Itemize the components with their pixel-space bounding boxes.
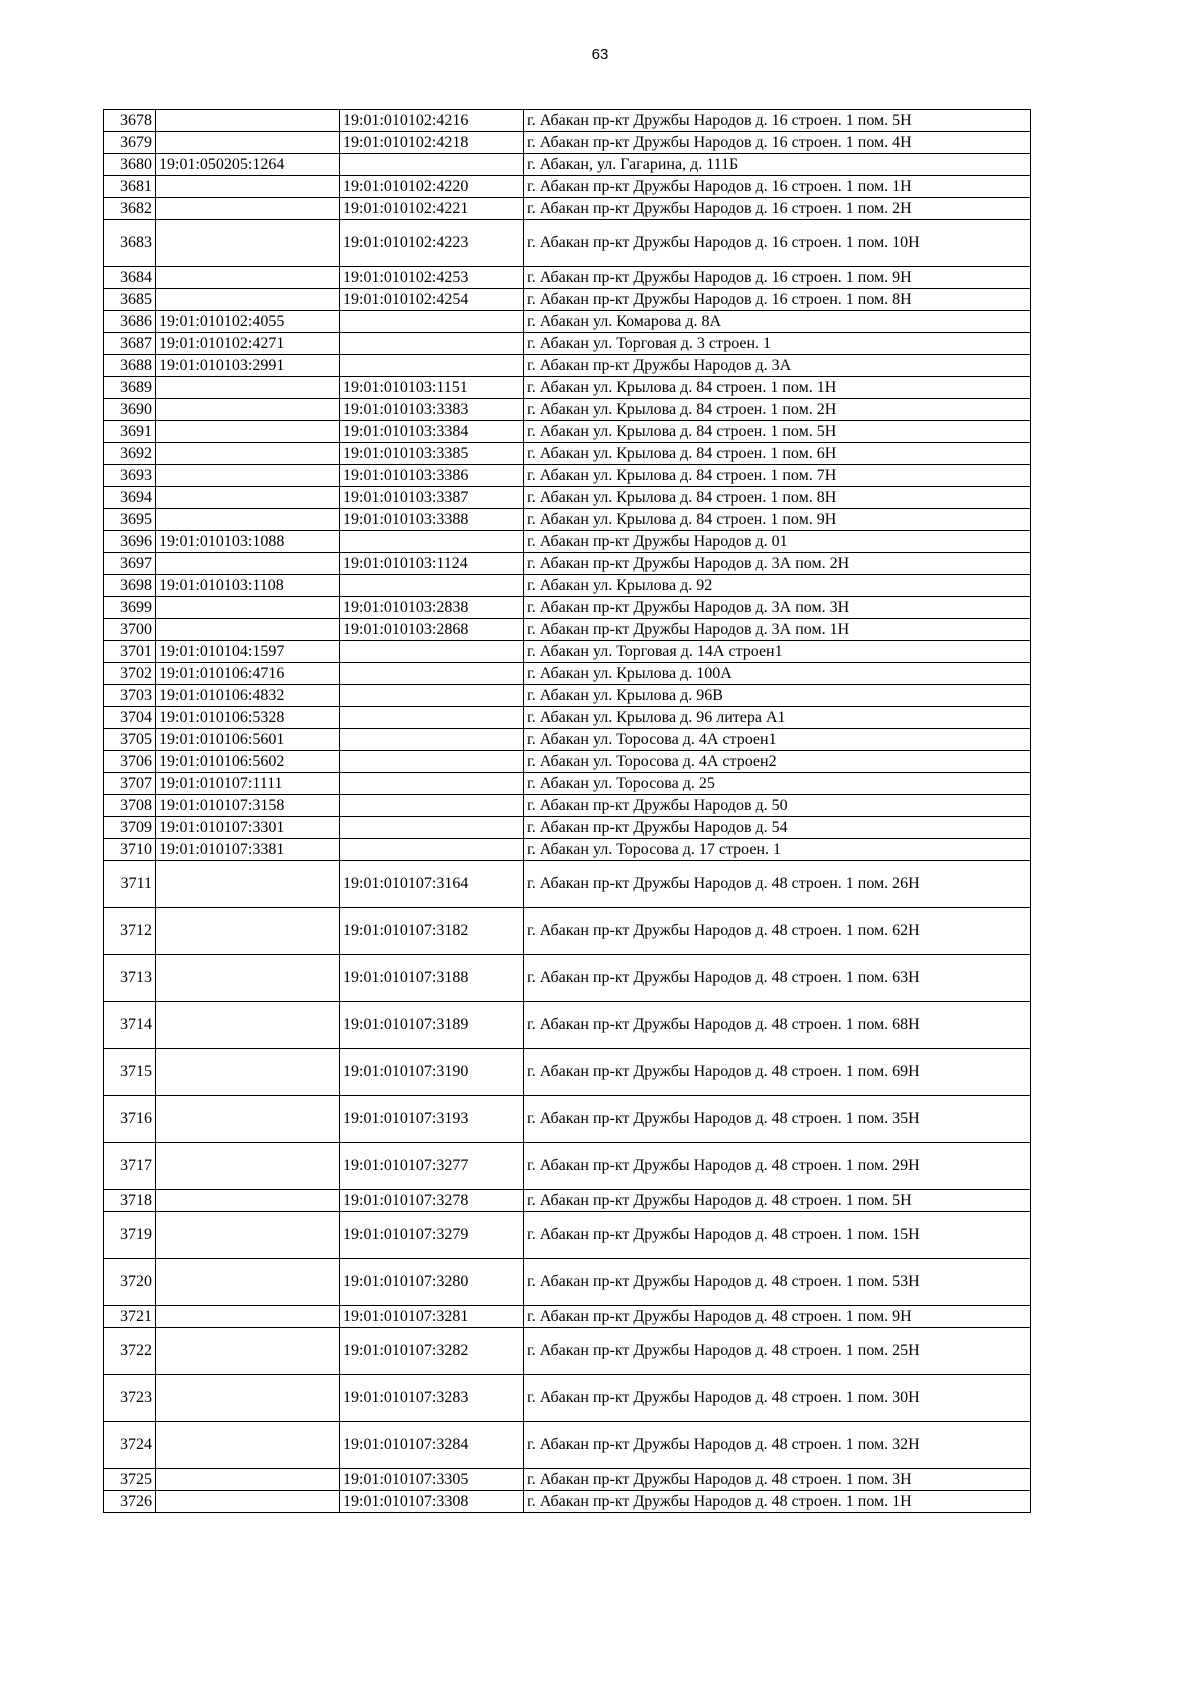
row-number-cell: 3717 xyxy=(104,1143,156,1190)
premises-cadastral-number-cell: 19:01:010102:4218 xyxy=(340,132,524,154)
table-row xyxy=(104,267,1031,289)
cadastral-number-cell xyxy=(156,377,340,399)
row-number-cell: 3691 xyxy=(104,421,156,443)
table-row xyxy=(104,773,1031,795)
cadastral-number-cell: 19:01:010107:3301 xyxy=(156,817,340,839)
address-cell: г. Абакан, ул. Гагарина, д. 111Б xyxy=(524,154,1031,176)
cadastral-number-cell: 19:01:010104:1597 xyxy=(156,641,340,663)
premises-cadastral-number-cell xyxy=(340,817,524,839)
cadastral-number-cell: 19:01:010103:2991 xyxy=(156,355,340,377)
premises-cadastral-number-cell xyxy=(340,154,524,176)
row-number-cell: 3721 xyxy=(104,1306,156,1328)
premises-cadastral-number-cell: 19:01:010103:3386 xyxy=(340,465,524,487)
premises-cadastral-number-cell: 19:01:010102:4253 xyxy=(340,267,524,289)
premises-cadastral-number-cell: 19:01:010103:3383 xyxy=(340,399,524,421)
cadastral-number-cell: 19:01:010106:5601 xyxy=(156,729,340,751)
premises-cadastral-number-cell xyxy=(340,663,524,685)
row-number-cell: 3685 xyxy=(104,289,156,311)
address-cell: г. Абакан пр-кт Дружбы Народов д. 48 строен. 1 пом. 30Н xyxy=(524,1375,1031,1422)
address-cell: г. Абакан пр-кт Дружбы Народов д. 3А пом. 1Н xyxy=(524,619,1031,641)
cadastral-number-cell: 19:01:050205:1264 xyxy=(156,154,340,176)
row-number-cell: 3724 xyxy=(104,1422,156,1469)
address-cell: г. Абакан пр-кт Дружбы Народов д. 48 строен. 1 пом. 29Н xyxy=(524,1143,1031,1190)
address-cell: г. Абакан ул. Крылова д. 84 строен. 1 пом. 6Н xyxy=(524,443,1031,465)
property-registry-table xyxy=(103,109,1031,1513)
row-number-cell: 3688 xyxy=(104,355,156,377)
address-cell: г. Абакан ул. Торосова д. 17 строен. 1 xyxy=(524,839,1031,861)
row-number-cell: 3723 xyxy=(104,1375,156,1422)
cadastral-number-cell xyxy=(156,1328,340,1375)
address-cell: г. Абакан пр-кт Дружбы Народов д. 16 строен. 1 пом. 2Н xyxy=(524,198,1031,220)
premises-cadastral-number-cell: 19:01:010102:4223 xyxy=(340,220,524,267)
table-row xyxy=(104,1002,1031,1049)
cadastral-number-cell xyxy=(156,1002,340,1049)
premises-cadastral-number-cell: 19:01:010103:1151 xyxy=(340,377,524,399)
address-cell: г. Абакан ул. Крылова д. 96 литера А1 xyxy=(524,707,1031,729)
table-row xyxy=(104,685,1031,707)
table-row xyxy=(104,663,1031,685)
address-cell: г. Абакан ул. Крылова д. 92 xyxy=(524,575,1031,597)
table-row xyxy=(104,729,1031,751)
address-cell: г. Абакан ул. Крылова д. 84 строен. 1 пом. 7Н xyxy=(524,465,1031,487)
address-cell: г. Абакан ул. Крылова д. 84 строен. 1 пом. 1Н xyxy=(524,377,1031,399)
row-number-cell: 3692 xyxy=(104,443,156,465)
table-row xyxy=(104,487,1031,509)
table-row xyxy=(104,1375,1031,1422)
row-number-cell: 3715 xyxy=(104,1049,156,1096)
cadastral-number-cell xyxy=(156,1306,340,1328)
row-number-cell: 3695 xyxy=(104,509,156,531)
address-cell: г. Абакан ул. Крылова д. 84 строен. 1 пом. 9Н xyxy=(524,509,1031,531)
cadastral-number-cell xyxy=(156,220,340,267)
row-number-cell: 3698 xyxy=(104,575,156,597)
cadastral-number-cell xyxy=(156,443,340,465)
table-row xyxy=(104,355,1031,377)
address-cell: г. Абакан ул. Торосова д. 4А строен1 xyxy=(524,729,1031,751)
premises-cadastral-number-cell: 19:01:010107:3305 xyxy=(340,1469,524,1491)
address-cell: г. Абакан ул. Крылова д. 84 строен. 1 пом. 8Н xyxy=(524,487,1031,509)
row-number-cell: 3714 xyxy=(104,1002,156,1049)
address-cell: г. Абакан ул. Крылова д. 96В xyxy=(524,685,1031,707)
premises-cadastral-number-cell xyxy=(340,751,524,773)
address-cell: г. Абакан пр-кт Дружбы Народов д. 16 строен. 1 пом. 1Н xyxy=(524,176,1031,198)
row-number-cell: 3680 xyxy=(104,154,156,176)
table-row xyxy=(104,421,1031,443)
row-number-cell: 3679 xyxy=(104,132,156,154)
address-cell: г. Абакан пр-кт Дружбы Народов д. 48 строен. 1 пом. 69Н xyxy=(524,1049,1031,1096)
row-number-cell: 3687 xyxy=(104,333,156,355)
row-number-cell: 3696 xyxy=(104,531,156,553)
cadastral-number-cell xyxy=(156,1422,340,1469)
row-number-cell: 3720 xyxy=(104,1259,156,1306)
row-number-cell: 3718 xyxy=(104,1190,156,1212)
row-number-cell: 3682 xyxy=(104,198,156,220)
premises-cadastral-number-cell: 19:01:010102:4216 xyxy=(340,110,524,132)
table-row xyxy=(104,817,1031,839)
cadastral-number-cell xyxy=(156,465,340,487)
row-number-cell: 3708 xyxy=(104,795,156,817)
premises-cadastral-number-cell: 19:01:010107:3164 xyxy=(340,861,524,908)
row-number-cell: 3726 xyxy=(104,1491,156,1513)
cadastral-number-cell xyxy=(156,861,340,908)
address-cell: г. Абакан пр-кт Дружбы Народов д. 48 строен. 1 пом. 9Н xyxy=(524,1306,1031,1328)
cadastral-number-cell xyxy=(156,597,340,619)
premises-cadastral-number-cell: 19:01:010107:3284 xyxy=(340,1422,524,1469)
row-number-cell: 3710 xyxy=(104,839,156,861)
address-cell: г. Абакан пр-кт Дружбы Народов д. 48 строен. 1 пом. 35Н xyxy=(524,1096,1031,1143)
row-number-cell: 3678 xyxy=(104,110,156,132)
premises-cadastral-number-cell: 19:01:010102:4221 xyxy=(340,198,524,220)
row-number-cell: 3712 xyxy=(104,908,156,955)
premises-cadastral-number-cell: 19:01:010103:3385 xyxy=(340,443,524,465)
table-row xyxy=(104,1259,1031,1306)
premises-cadastral-number-cell: 19:01:010103:2838 xyxy=(340,597,524,619)
table-row xyxy=(104,333,1031,355)
premises-cadastral-number-cell: 19:01:010107:3308 xyxy=(340,1491,524,1513)
cadastral-number-cell xyxy=(156,1259,340,1306)
cadastral-number-cell xyxy=(156,421,340,443)
cadastral-number-cell: 19:01:010106:5602 xyxy=(156,751,340,773)
premises-cadastral-number-cell xyxy=(340,685,524,707)
cadastral-number-cell: 19:01:010106:4716 xyxy=(156,663,340,685)
address-cell: г. Абакан ул. Торговая д. 14А строен1 xyxy=(524,641,1031,663)
table-row xyxy=(104,198,1031,220)
address-cell: г. Абакан пр-кт Дружбы Народов д. 50 xyxy=(524,795,1031,817)
table-row xyxy=(104,1190,1031,1212)
address-cell: г. Абакан пр-кт Дружбы Народов д. 54 xyxy=(524,817,1031,839)
cadastral-number-cell xyxy=(156,1190,340,1212)
row-number-cell: 3690 xyxy=(104,399,156,421)
premises-cadastral-number-cell xyxy=(340,839,524,861)
cadastral-number-cell xyxy=(156,1212,340,1259)
address-cell: г. Абакан пр-кт Дружбы Народов д. 16 строен. 1 пом. 4Н xyxy=(524,132,1031,154)
row-number-cell: 3722 xyxy=(104,1328,156,1375)
premises-cadastral-number-cell: 19:01:010103:3384 xyxy=(340,421,524,443)
table-row xyxy=(104,154,1031,176)
table-row xyxy=(104,443,1031,465)
table-row xyxy=(104,531,1031,553)
premises-cadastral-number-cell xyxy=(340,729,524,751)
row-number-cell: 3700 xyxy=(104,619,156,641)
row-number-cell: 3713 xyxy=(104,955,156,1002)
cadastral-number-cell xyxy=(156,399,340,421)
cadastral-number-cell xyxy=(156,1375,340,1422)
address-cell: г. Абакан пр-кт Дружбы Народов д. 48 строен. 1 пом. 25Н xyxy=(524,1328,1031,1375)
premises-cadastral-number-cell: 19:01:010103:2868 xyxy=(340,619,524,641)
premises-cadastral-number-cell: 19:01:010107:3193 xyxy=(340,1096,524,1143)
address-cell: г. Абакан пр-кт Дружбы Народов д. 16 строен. 1 пом. 10Н xyxy=(524,220,1031,267)
registry-table-body xyxy=(104,110,1031,1513)
table-row xyxy=(104,509,1031,531)
table-row xyxy=(104,311,1031,333)
cadastral-number-cell xyxy=(156,1096,340,1143)
table-row xyxy=(104,1306,1031,1328)
table-row xyxy=(104,1328,1031,1375)
cadastral-number-cell xyxy=(156,553,340,575)
premises-cadastral-number-cell: 19:01:010107:3281 xyxy=(340,1306,524,1328)
table-row xyxy=(104,399,1031,421)
table-row xyxy=(104,861,1031,908)
table-row xyxy=(104,751,1031,773)
premises-cadastral-number-cell xyxy=(340,355,524,377)
row-number-cell: 3694 xyxy=(104,487,156,509)
address-cell: г. Абакан ул. Торговая д. 3 строен. 1 xyxy=(524,333,1031,355)
table-row xyxy=(104,1422,1031,1469)
premises-cadastral-number-cell xyxy=(340,333,524,355)
premises-cadastral-number-cell xyxy=(340,707,524,729)
premises-cadastral-number-cell xyxy=(340,311,524,333)
row-number-cell: 3689 xyxy=(104,377,156,399)
row-number-cell: 3683 xyxy=(104,220,156,267)
cadastral-number-cell xyxy=(156,955,340,1002)
table-row xyxy=(104,289,1031,311)
row-number-cell: 3725 xyxy=(104,1469,156,1491)
address-cell: г. Абакан пр-кт Дружбы Народов д. 16 строен. 1 пом. 5Н xyxy=(524,110,1031,132)
premises-cadastral-number-cell: 19:01:010103:1124 xyxy=(340,553,524,575)
cadastral-number-cell: 19:01:010103:1088 xyxy=(156,531,340,553)
table-row xyxy=(104,1212,1031,1259)
row-number-cell: 3706 xyxy=(104,751,156,773)
row-number-cell: 3707 xyxy=(104,773,156,795)
premises-cadastral-number-cell: 19:01:010107:3188 xyxy=(340,955,524,1002)
address-cell: г. Абакан пр-кт Дружбы Народов д. 3А пом. 3Н xyxy=(524,597,1031,619)
page-number: 63 xyxy=(591,46,609,63)
cadastral-number-cell xyxy=(156,267,340,289)
cadastral-number-cell: 19:01:010106:5328 xyxy=(156,707,340,729)
address-cell: г. Абакан пр-кт Дружбы Народов д. 48 строен. 1 пом. 53Н xyxy=(524,1259,1031,1306)
address-cell: г. Абакан пр-кт Дружбы Народов д. 48 строен. 1 пом. 26Н xyxy=(524,861,1031,908)
table-row xyxy=(104,795,1031,817)
cadastral-number-cell xyxy=(156,509,340,531)
cadastral-number-cell xyxy=(156,487,340,509)
address-cell: г. Абакан ул. Крылова д. 84 строен. 1 пом. 2Н xyxy=(524,399,1031,421)
cadastral-number-cell xyxy=(156,198,340,220)
cadastral-number-cell xyxy=(156,1491,340,1513)
address-cell: г. Абакан пр-кт Дружбы Народов д. 01 xyxy=(524,531,1031,553)
premises-cadastral-number-cell: 19:01:010107:3189 xyxy=(340,1002,524,1049)
premises-cadastral-number-cell: 19:01:010107:3279 xyxy=(340,1212,524,1259)
table-row xyxy=(104,839,1031,861)
cadastral-number-cell: 19:01:010107:1111 xyxy=(156,773,340,795)
row-number-cell: 3704 xyxy=(104,707,156,729)
address-cell: г. Абакан пр-кт Дружбы Народов д. 3А пом. 2Н xyxy=(524,553,1031,575)
table-row xyxy=(104,377,1031,399)
row-number-cell: 3693 xyxy=(104,465,156,487)
cadastral-number-cell xyxy=(156,176,340,198)
address-cell: г. Абакан пр-кт Дружбы Народов д. 16 строен. 1 пом. 8Н xyxy=(524,289,1031,311)
table-row xyxy=(104,465,1031,487)
table-row xyxy=(104,908,1031,955)
cadastral-number-cell xyxy=(156,110,340,132)
address-cell: г. Абакан пр-кт Дружбы Народов д. 48 строен. 1 пом. 62Н xyxy=(524,908,1031,955)
table-row xyxy=(104,575,1031,597)
cadastral-number-cell xyxy=(156,1143,340,1190)
table-row xyxy=(104,176,1031,198)
cadastral-number-cell: 19:01:010107:3158 xyxy=(156,795,340,817)
table-row xyxy=(104,110,1031,132)
cadastral-number-cell xyxy=(156,908,340,955)
row-number-cell: 3716 xyxy=(104,1096,156,1143)
cadastral-number-cell: 19:01:010102:4055 xyxy=(156,311,340,333)
address-cell: г. Абакан пр-кт Дружбы Народов д. 16 строен. 1 пом. 9Н xyxy=(524,267,1031,289)
premises-cadastral-number-cell: 19:01:010107:3282 xyxy=(340,1328,524,1375)
row-number-cell: 3697 xyxy=(104,553,156,575)
cadastral-number-cell xyxy=(156,132,340,154)
premises-cadastral-number-cell: 19:01:010107:3277 xyxy=(340,1143,524,1190)
address-cell: г. Абакан пр-кт Дружбы Народов д. 48 строен. 1 пом. 3Н xyxy=(524,1469,1031,1491)
address-cell: г. Абакан пр-кт Дружбы Народов д. 48 строен. 1 пом. 63Н xyxy=(524,955,1031,1002)
table-row xyxy=(104,619,1031,641)
row-number-cell: 3681 xyxy=(104,176,156,198)
row-number-cell: 3702 xyxy=(104,663,156,685)
cadastral-number-cell xyxy=(156,1049,340,1096)
table-row xyxy=(104,641,1031,663)
premises-cadastral-number-cell xyxy=(340,773,524,795)
row-number-cell: 3703 xyxy=(104,685,156,707)
premises-cadastral-number-cell xyxy=(340,795,524,817)
cadastral-number-cell: 19:01:010102:4271 xyxy=(156,333,340,355)
table-row xyxy=(104,1096,1031,1143)
premises-cadastral-number-cell xyxy=(340,641,524,663)
address-cell: г. Абакан ул. Комарова д. 8А xyxy=(524,311,1031,333)
premises-cadastral-number-cell: 19:01:010107:3278 xyxy=(340,1190,524,1212)
address-cell: г. Абакан ул. Торосова д. 25 xyxy=(524,773,1031,795)
address-cell: г. Абакан пр-кт Дружбы Народов д. 3А xyxy=(524,355,1031,377)
table-row xyxy=(104,955,1031,1002)
address-cell: г. Абакан пр-кт Дружбы Народов д. 48 строен. 1 пом. 1Н xyxy=(524,1491,1031,1513)
row-number-cell: 3705 xyxy=(104,729,156,751)
cadastral-number-cell xyxy=(156,289,340,311)
premises-cadastral-number-cell: 19:01:010103:3388 xyxy=(340,509,524,531)
row-number-cell: 3699 xyxy=(104,597,156,619)
cadastral-number-cell xyxy=(156,1469,340,1491)
premises-cadastral-number-cell: 19:01:010107:3182 xyxy=(340,908,524,955)
premises-cadastral-number-cell: 19:01:010102:4254 xyxy=(340,289,524,311)
table-row xyxy=(104,1491,1031,1513)
row-number-cell: 3701 xyxy=(104,641,156,663)
cadastral-number-cell: 19:01:010107:3381 xyxy=(156,839,340,861)
cadastral-number-cell: 19:01:010103:1108 xyxy=(156,575,340,597)
cadastral-number-cell: 19:01:010106:4832 xyxy=(156,685,340,707)
table-row xyxy=(104,707,1031,729)
row-number-cell: 3684 xyxy=(104,267,156,289)
cadastral-number-cell xyxy=(156,619,340,641)
address-cell: г. Абакан ул. Торосова д. 4А строен2 xyxy=(524,751,1031,773)
row-number-cell: 3711 xyxy=(104,861,156,908)
row-number-cell: 3709 xyxy=(104,817,156,839)
address-cell: г. Абакан пр-кт Дружбы Народов д. 48 строен. 1 пом. 15Н xyxy=(524,1212,1031,1259)
table-row xyxy=(104,1049,1031,1096)
address-cell: г. Абакан пр-кт Дружбы Народов д. 48 строен. 1 пом. 68Н xyxy=(524,1002,1031,1049)
address-cell: г. Абакан пр-кт Дружбы Народов д. 48 строен. 1 пом. 32Н xyxy=(524,1422,1031,1469)
address-cell: г. Абакан пр-кт Дружбы Народов д. 48 строен. 1 пом. 5Н xyxy=(524,1190,1031,1212)
row-number-cell: 3719 xyxy=(104,1212,156,1259)
premises-cadastral-number-cell: 19:01:010102:4220 xyxy=(340,176,524,198)
premises-cadastral-number-cell: 19:01:010107:3283 xyxy=(340,1375,524,1422)
table-row xyxy=(104,1143,1031,1190)
table-row xyxy=(104,597,1031,619)
address-cell: г. Абакан ул. Крылова д. 100А xyxy=(524,663,1031,685)
table-row xyxy=(104,132,1031,154)
premises-cadastral-number-cell: 19:01:010103:3387 xyxy=(340,487,524,509)
premises-cadastral-number-cell: 19:01:010107:3190 xyxy=(340,1049,524,1096)
table-row xyxy=(104,553,1031,575)
table-row xyxy=(104,220,1031,267)
premises-cadastral-number-cell: 19:01:010107:3280 xyxy=(340,1259,524,1306)
table-row xyxy=(104,1469,1031,1491)
row-number-cell: 3686 xyxy=(104,311,156,333)
premises-cadastral-number-cell xyxy=(340,575,524,597)
premises-cadastral-number-cell xyxy=(340,531,524,553)
address-cell: г. Абакан ул. Крылова д. 84 строен. 1 пом. 5Н xyxy=(524,421,1031,443)
